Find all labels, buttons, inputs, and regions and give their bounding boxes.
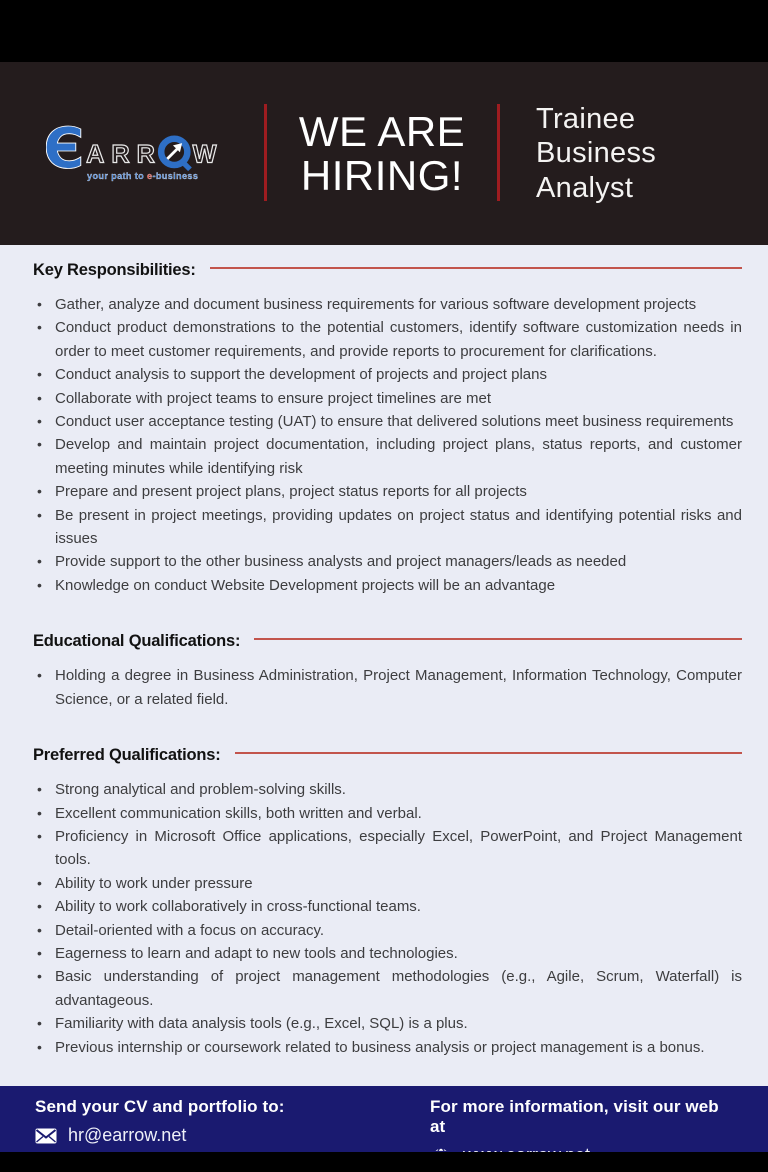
job-section — [33, 744, 742, 1059]
hiring-line-2: HIRING! — [300, 151, 464, 199]
job-details — [0, 245, 768, 1086]
list-item — [33, 550, 742, 573]
bullet-dot: • — [37, 1015, 42, 1032]
job-title-line-2: Business — [536, 137, 657, 170]
section-title: Key Responsibilities: — [33, 261, 196, 279]
bullet-dot: • — [37, 413, 42, 430]
list-item — [33, 1036, 742, 1059]
bullet-dot: • — [37, 296, 42, 312]
section-header — [33, 744, 742, 766]
list-item — [33, 895, 742, 918]
earrow-logo-graphic — [46, 112, 224, 190]
list-item — [33, 1012, 742, 1035]
bullet-dot: • — [37, 436, 42, 453]
list-item — [33, 387, 742, 410]
list-item — [33, 872, 742, 895]
bullet-text: Proficiency in Microsoft Office applications, especially Excel, PowerPoint, and Project Management tools. — [55, 827, 742, 869]
section-divider-line — [235, 752, 742, 754]
bullet-text: Be present in project meetings, providing updates on project status and identifying potential risks and issues — [55, 506, 742, 548]
bullet-text: Eagerness to learn and adapt to new tools and technologies. — [55, 944, 458, 962]
bullet-text: Ability to work collaboratively in cross-functional teams. — [55, 898, 421, 916]
bullet-text: Holding a degree in Business Administration, Project Management, Information Technology, Computer Science, or a related field. — [55, 667, 742, 708]
bullet-dot: • — [37, 827, 42, 844]
list-item — [33, 802, 742, 825]
bullet-text: Knowledge on conduct Website Development projects will be an advantage — [55, 576, 556, 594]
list-item — [33, 480, 742, 503]
bullet-text: Provide support to the other business analysts and project managers/leads as needed — [55, 553, 627, 571]
web-label: For more information, visit our web at — [430, 1097, 719, 1136]
bullet-text: Basic understanding of project management methodologies (e.g., Agile, Scrum, Waterfall) is advantageous. — [55, 968, 742, 1009]
hero-banner — [0, 62, 768, 245]
bullet-dot: • — [37, 667, 42, 684]
bottom-black-bar — [0, 1152, 768, 1172]
bullet-dot: • — [37, 319, 42, 336]
bullet-text: Gather, analyze and document business requirements for various software development projects — [55, 296, 697, 313]
list-item — [33, 778, 742, 801]
bullet-text: Familiarity with data analysis tools (e.g., Excel, SQL) is a plus. — [55, 1015, 468, 1033]
bullet-text: Prepare and present project plans, project status reports for all projects — [55, 483, 527, 501]
bullet-text: Ability to work under pressure — [55, 874, 253, 892]
list-item — [33, 363, 742, 386]
bullet-text: Collaborate with project teams to ensure project timelines are met — [55, 389, 492, 407]
list-item — [33, 919, 742, 942]
bullet-text: Detail-oriented with a focus on accuracy. — [55, 921, 325, 939]
job-title — [536, 102, 656, 206]
bullet-text: Develop and maintain project documentation, including project plans, status reports, and customer meeting minutes while identifying risk — [55, 436, 742, 477]
section-divider-line — [210, 267, 742, 269]
header-divider-right — [497, 104, 500, 201]
job-title-line-3: Analyst — [536, 171, 634, 204]
bullet-text: Conduct user acceptance testing (UAT) to ensure that delivered solutions meet business requirements — [55, 413, 734, 431]
list-item — [33, 316, 742, 363]
job-title-line-1: Trainee — [536, 102, 636, 135]
list-item — [33, 574, 742, 597]
list-item — [33, 433, 742, 480]
hiring-line-1: WE ARE — [298, 107, 466, 155]
bullet-text: Conduct product demonstrations to the potential customers, identify software customization needs in order to meet customer requirements, and provide reports to procurement for clarifications. — [55, 319, 742, 360]
email-row — [35, 1125, 430, 1146]
bullet-text: Excellent communication skills, both written and verbal. — [55, 804, 422, 822]
hiring-headline — [267, 107, 497, 199]
section-title: Educational Qualifications: — [33, 632, 241, 651]
section-header — [33, 259, 742, 281]
email-address[interactable]: hr@earrow.net — [68, 1125, 187, 1145]
bullet-dot: • — [37, 576, 42, 593]
bullet-list — [33, 293, 742, 597]
logo-letter-e: Є — [46, 116, 85, 182]
list-item — [33, 410, 742, 433]
job-section — [33, 630, 742, 711]
section-divider-line — [254, 638, 742, 640]
bullet-dot: • — [37, 968, 42, 985]
list-item — [33, 965, 742, 1012]
cv-label: Send your CV and portfolio to: — [35, 1097, 285, 1116]
list-item — [33, 293, 742, 316]
bullet-dot: • — [37, 874, 42, 891]
list-item — [33, 825, 742, 872]
logo-letters-arr: ARR — [86, 140, 162, 169]
bullet-dot: • — [37, 944, 42, 961]
bullet-dot: • — [37, 921, 42, 938]
bullet-text: Previous internship or coursework related to business analysis or project management is a bonus. — [55, 1038, 705, 1056]
list-item — [33, 664, 742, 711]
cv-column — [35, 1086, 430, 1152]
contact-footer — [0, 1086, 768, 1152]
job-section — [33, 259, 742, 597]
bullet-dot: • — [37, 483, 42, 500]
logo-letter-w: W — [192, 140, 217, 169]
bullet-dot: • — [37, 1038, 42, 1055]
bullet-dot: • — [37, 506, 42, 523]
bullet-dot: • — [37, 804, 42, 821]
bullet-dot: • — [37, 898, 42, 915]
logo-arrow-tail — [182, 161, 190, 169]
logo-tagline: your path to e-business — [87, 170, 199, 181]
section-header — [33, 630, 742, 652]
bullet-list — [33, 664, 742, 711]
web-column — [430, 1086, 733, 1152]
list-item — [33, 942, 742, 965]
bullet-text: Conduct analysis to support the development of projects and project plans — [55, 366, 547, 384]
section-title: Preferred Qualifications: — [33, 746, 221, 765]
bullet-list — [33, 778, 742, 1059]
bullet-dot: • — [37, 781, 42, 798]
list-item — [33, 504, 742, 551]
bullet-dot: • — [37, 553, 42, 570]
top-black-bar — [0, 0, 768, 62]
envelope-icon — [35, 1128, 57, 1144]
bullet-dot: • — [37, 389, 42, 406]
bullet-dot: • — [37, 366, 42, 383]
bullet-text: Strong analytical and problem-solving skills. — [55, 781, 346, 799]
earrow-logo — [46, 112, 224, 195]
